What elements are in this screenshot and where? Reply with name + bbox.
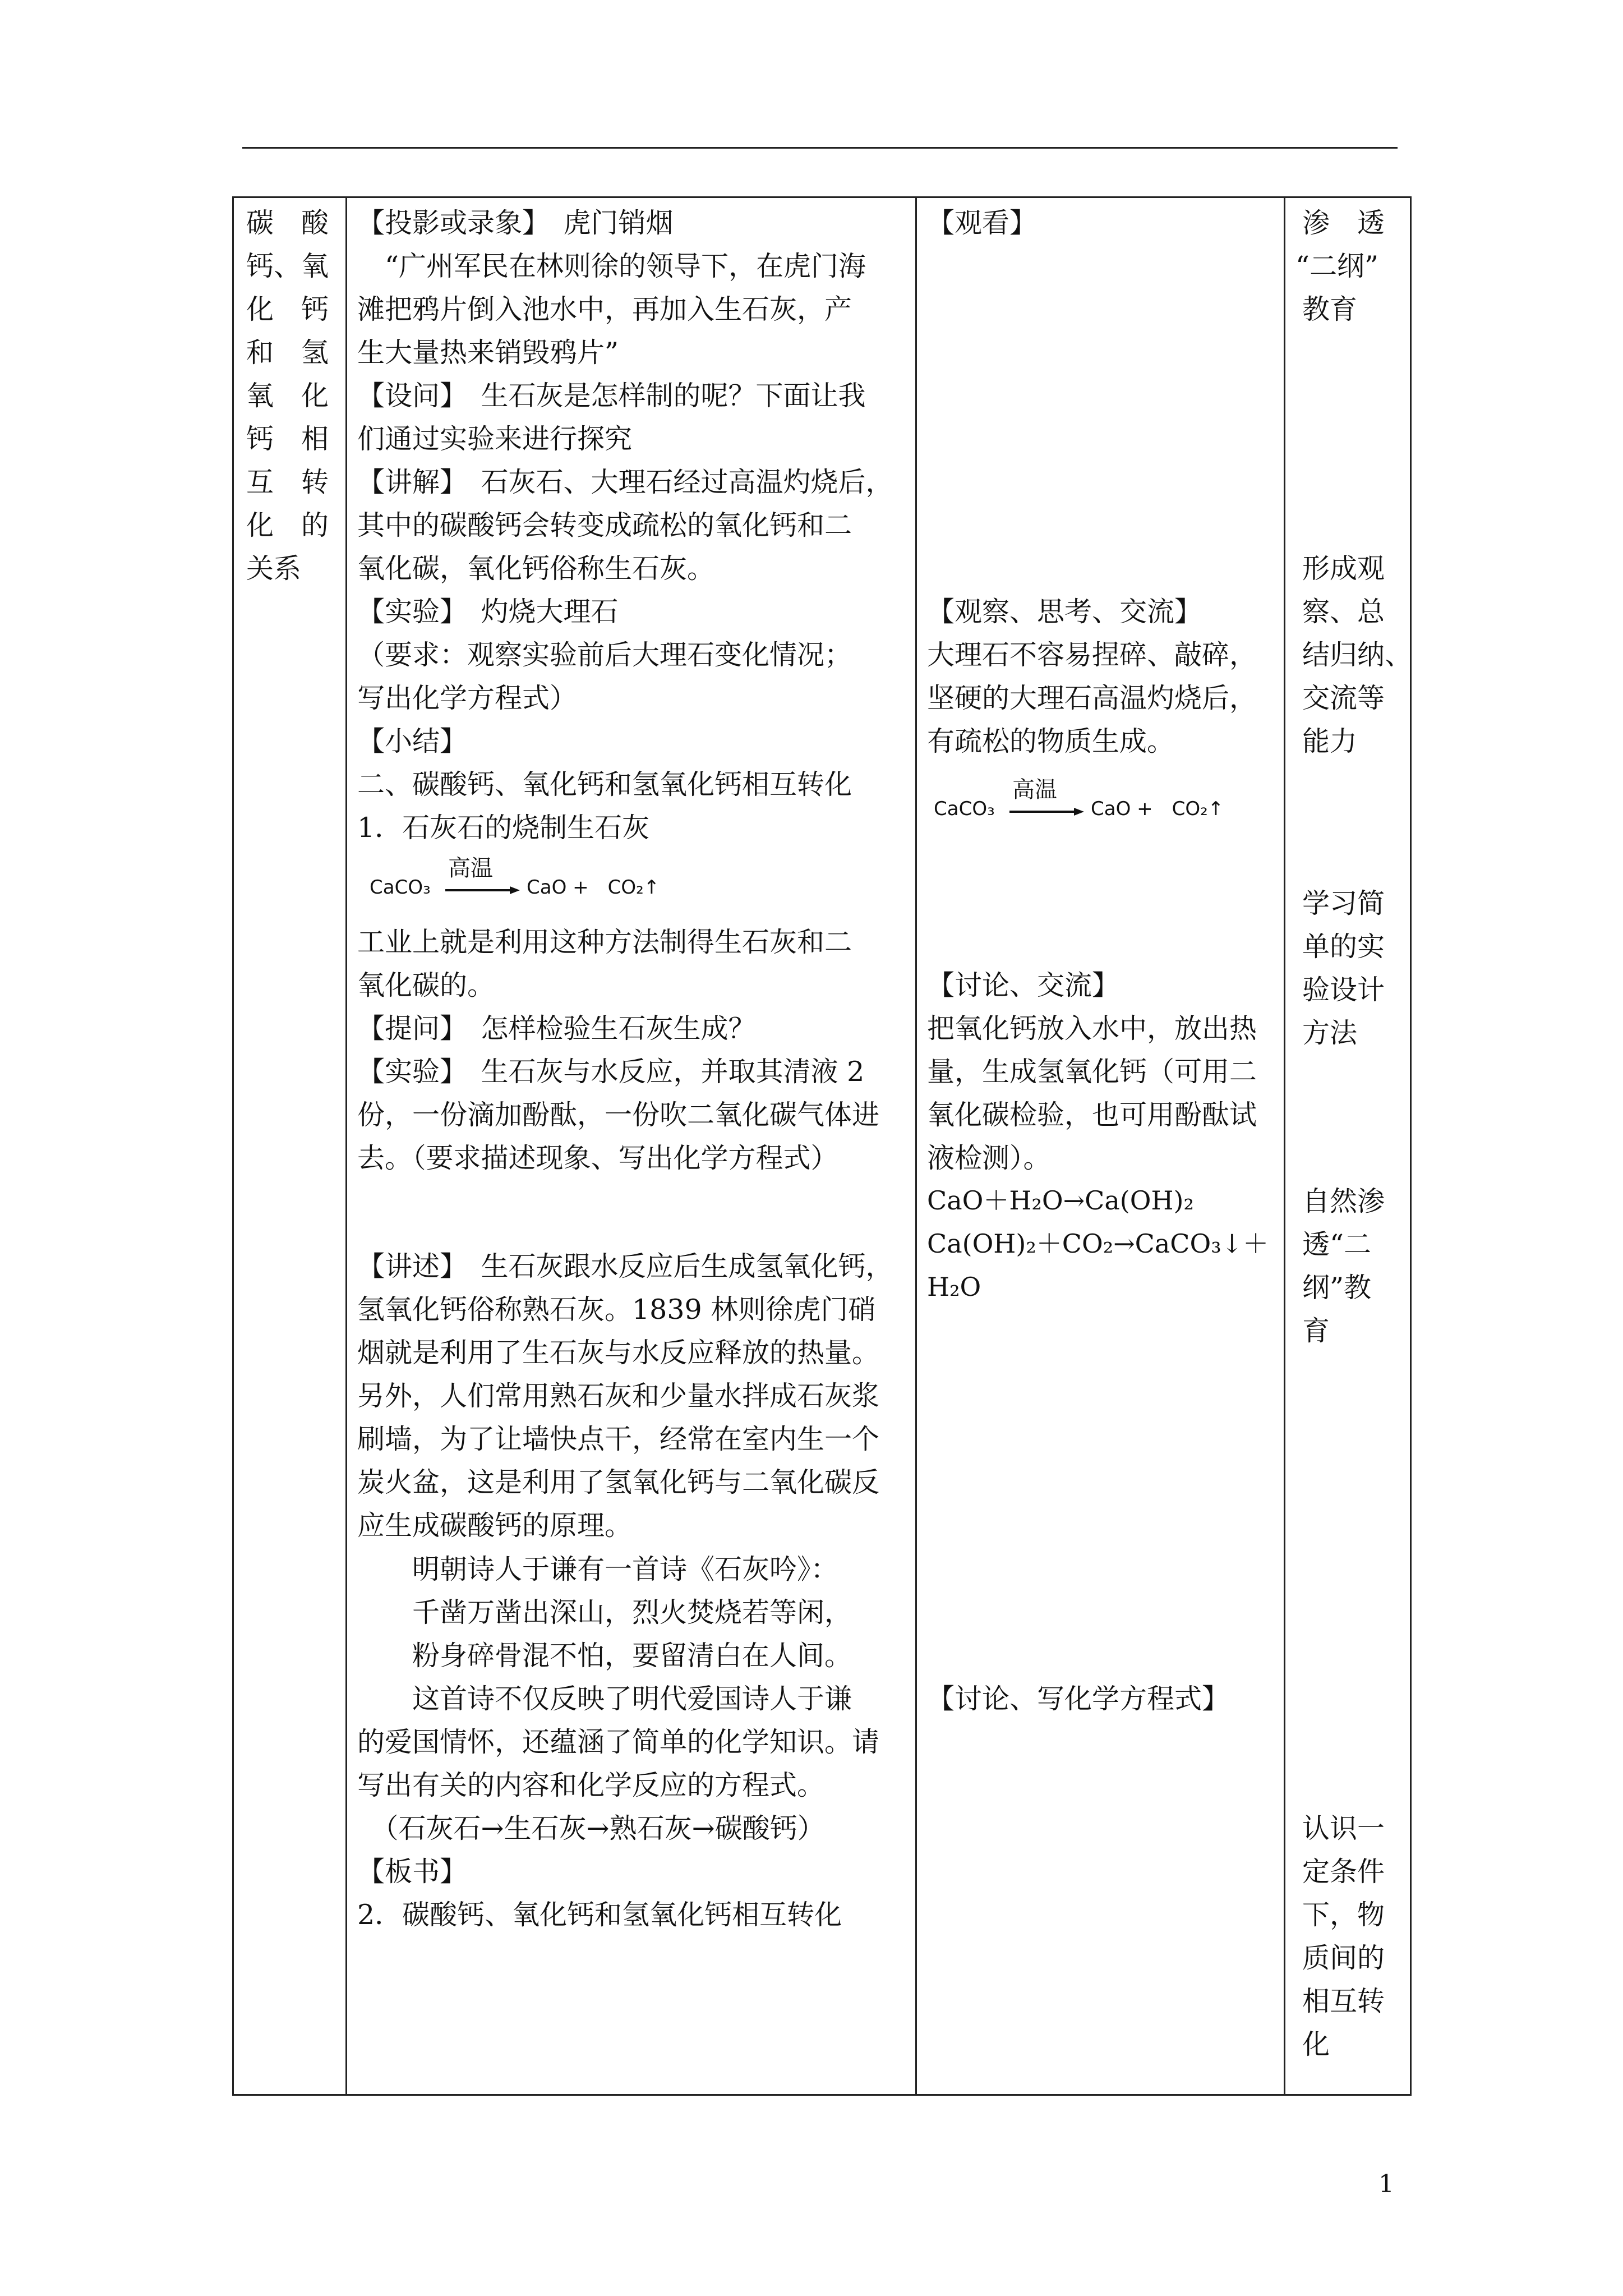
note-line: 化 <box>1302 2028 1330 2060</box>
text-line: 【实验】 灼烧大理石 <box>357 596 619 628</box>
note-line: 形成观 <box>1302 553 1385 585</box>
text-line: 【设问】 生石灰是怎样制的呢？下面让我 <box>357 380 866 412</box>
text-line: （要求：观察实验前后大理石变化情况； <box>357 639 852 671</box>
text-line: 【提问】 怎样检验生石灰生成？ <box>357 1013 756 1045</box>
eq-left: CaCO₃ <box>934 798 995 820</box>
text-line: 烟就是利用了生石灰与水反应释放的热量。 <box>357 1337 880 1369</box>
note-line: 下，物 <box>1302 1899 1385 1931</box>
text-line: 这首诗不仅反映了明代爱国诗人于谦 <box>357 1683 852 1715</box>
text-line: 1．石灰石的烧制生石灰 <box>357 812 650 844</box>
text-line: 【讨论、交流】 <box>927 969 1120 1001</box>
text-line: 【观看】 <box>927 207 1038 239</box>
note-line: 透“二 <box>1302 1228 1372 1260</box>
eq-condition: 高温 <box>1012 777 1057 803</box>
eq-condition: 高温 <box>448 855 493 881</box>
topic-line: 化 的 <box>246 509 329 541</box>
design-intent-cell <box>1285 197 1411 2095</box>
poem-intro: 明朝诗人于谦有一首诗《石灰吟》： <box>357 1553 838 1585</box>
text-line: 们通过实验来进行探究 <box>357 423 633 455</box>
text-line: 氢氧化钙俗称熟石灰。1839 林则徐虎门硝 <box>357 1294 876 1326</box>
topic-line: 氧 化 <box>246 380 329 412</box>
reaction-equation: Ca(OH)₂＋CO₂→CaCO₃↓＋ <box>927 1228 1269 1259</box>
text-line: 把氧化钙放入水中，放出热 <box>927 1013 1257 1045</box>
page-number: 1 <box>1378 2170 1394 2198</box>
topic-line: 互 转 <box>246 466 329 498</box>
note-line: “二纲” <box>1295 250 1379 282</box>
text-line: 去。（要求描述现象、写出化学方程式） <box>357 1142 838 1174</box>
topic-line: 钙 相 <box>246 423 329 455</box>
text-line: 【讲解】 石灰石、大理石经过高温灼烧后， <box>357 466 893 498</box>
note-line: 结归纳、 <box>1302 639 1413 671</box>
eq-right: CaO + CO₂↑ <box>1091 798 1224 820</box>
header-rule <box>242 147 1398 149</box>
topic-line: 钙、氧 <box>246 250 329 282</box>
note-line: 相互转 <box>1302 1985 1385 2017</box>
note-line: 纲”教 <box>1302 1272 1372 1304</box>
topic-line: 化 钙 <box>246 293 329 325</box>
note-line: 方法 <box>1302 1017 1358 1049</box>
note-line: 育 <box>1302 1315 1330 1347</box>
topic-line: 碳 酸 <box>246 207 329 239</box>
teacher-activity-cell <box>347 197 916 2095</box>
text-line: 另外，人们常用熟石灰和少量水拌成石灰浆 <box>357 1380 880 1412</box>
text-line: 炭火盆，这是利用了氢氧化钙与二氧化碳反 <box>357 1466 880 1498</box>
topic-line: 关系 <box>246 553 302 585</box>
text-line: 【投影或录象】 虎门销烟 <box>357 207 674 239</box>
poem-line: 粉身碎骨混不怕，要留清白在人间。 <box>357 1640 852 1672</box>
text-line: 【观察、思考、交流】 <box>927 596 1202 628</box>
text-line: 大理石不容易捏碎、敲碎， <box>927 639 1257 671</box>
reaction-equation: H₂O <box>927 1272 981 1302</box>
text-line: 液检测）。 <box>927 1142 1051 1174</box>
topic-line: 和 氢 <box>246 337 329 369</box>
equation-calcination <box>370 854 706 899</box>
text-line: 【小结】 <box>357 725 468 757</box>
text-line: 2．碳酸钙、氧化钙和氢氧化钙相互转化 <box>357 1899 842 1931</box>
topic-cell <box>233 197 347 2095</box>
note-line: 察、总 <box>1302 596 1385 628</box>
text-line: 【讨论、写化学方程式】 <box>927 1683 1230 1715</box>
student-activity-cell <box>916 197 1285 2095</box>
poem-line: 千凿万凿出深山，烈火焚烧若等闲， <box>357 1596 852 1628</box>
text-line: 坚硬的大理石高温灼烧后， <box>927 682 1257 714</box>
text-line: 氧化碳，氧化钙俗称生石灰。 <box>357 553 715 585</box>
text-line: 应生成碳酸钙的原理。 <box>357 1510 633 1542</box>
text-line: 写出化学方程式） <box>357 682 578 714</box>
text-line: 滩把鸦片倒入池水中，再加入生石灰，产 <box>357 293 852 325</box>
note-line: 定条件 <box>1302 1856 1385 1888</box>
note-line: 教育 <box>1302 293 1358 325</box>
conversion-chain: （石灰石→生石灰→熟石灰→碳酸钙） <box>357 1812 825 1844</box>
reaction-equation: CaO＋H₂O→Ca(OH)₂ <box>927 1185 1194 1216</box>
text-line: 写出有关的内容和化学反应的方程式。 <box>357 1769 825 1801</box>
text-line: 【板书】 <box>357 1856 468 1888</box>
text-line: 【讲述】 生石灰跟水反应后生成氢氧化钙， <box>357 1250 893 1282</box>
note-line: 自然渗 <box>1302 1185 1385 1217</box>
text-line: 工业上就是利用这种方法制得生石灰和二 <box>357 926 852 958</box>
note-line: 能力 <box>1302 725 1358 757</box>
note-line: 学习简 <box>1302 887 1385 919</box>
text-line: 二、碳酸钙、氧化钙和氢氧化钙相互转化 <box>357 769 852 800</box>
text-line: 量，生成氢氧化钙（可用二 <box>927 1056 1257 1088</box>
text-line: 氧化碳检验，也可用酚酞试 <box>927 1099 1257 1131</box>
eq-left: CaCO₃ <box>370 876 431 899</box>
note-line: 认识一 <box>1302 1812 1385 1844</box>
note-line: 质间的 <box>1302 1942 1385 1974</box>
equation-calcination <box>934 776 1270 821</box>
note-line: 交流等 <box>1302 682 1385 714</box>
text-line: 刷墙，为了让墙快点干，经常在室内生一个 <box>357 1423 880 1455</box>
text-line: 其中的碳酸钙会转变成疏松的氧化钙和二 <box>357 509 852 541</box>
note-line: 单的实 <box>1302 931 1385 963</box>
text-line: 生大量热来销毁鸦片” <box>357 337 619 369</box>
note-line: 渗 透 <box>1302 207 1385 239</box>
text-line: 的爱国情怀，还蕴涵了简单的化学知识。请 <box>357 1726 880 1758</box>
text-line: 氧化碳的。 <box>357 969 495 1001</box>
text-line: “广州军民在林则徐的领导下，在虎门海 <box>357 250 866 282</box>
text-line: 有疏松的物质生成。 <box>927 725 1175 757</box>
eq-right: CaO + CO₂↑ <box>527 876 660 899</box>
text-line: 【实验】 生石灰与水反应，并取其清液 2 <box>357 1056 865 1088</box>
lesson-table <box>232 196 1412 2096</box>
note-line: 验设计 <box>1302 974 1385 1006</box>
text-line: 份，一份滴加酚酞，一份吹二氧化碳气体进 <box>357 1099 880 1131</box>
